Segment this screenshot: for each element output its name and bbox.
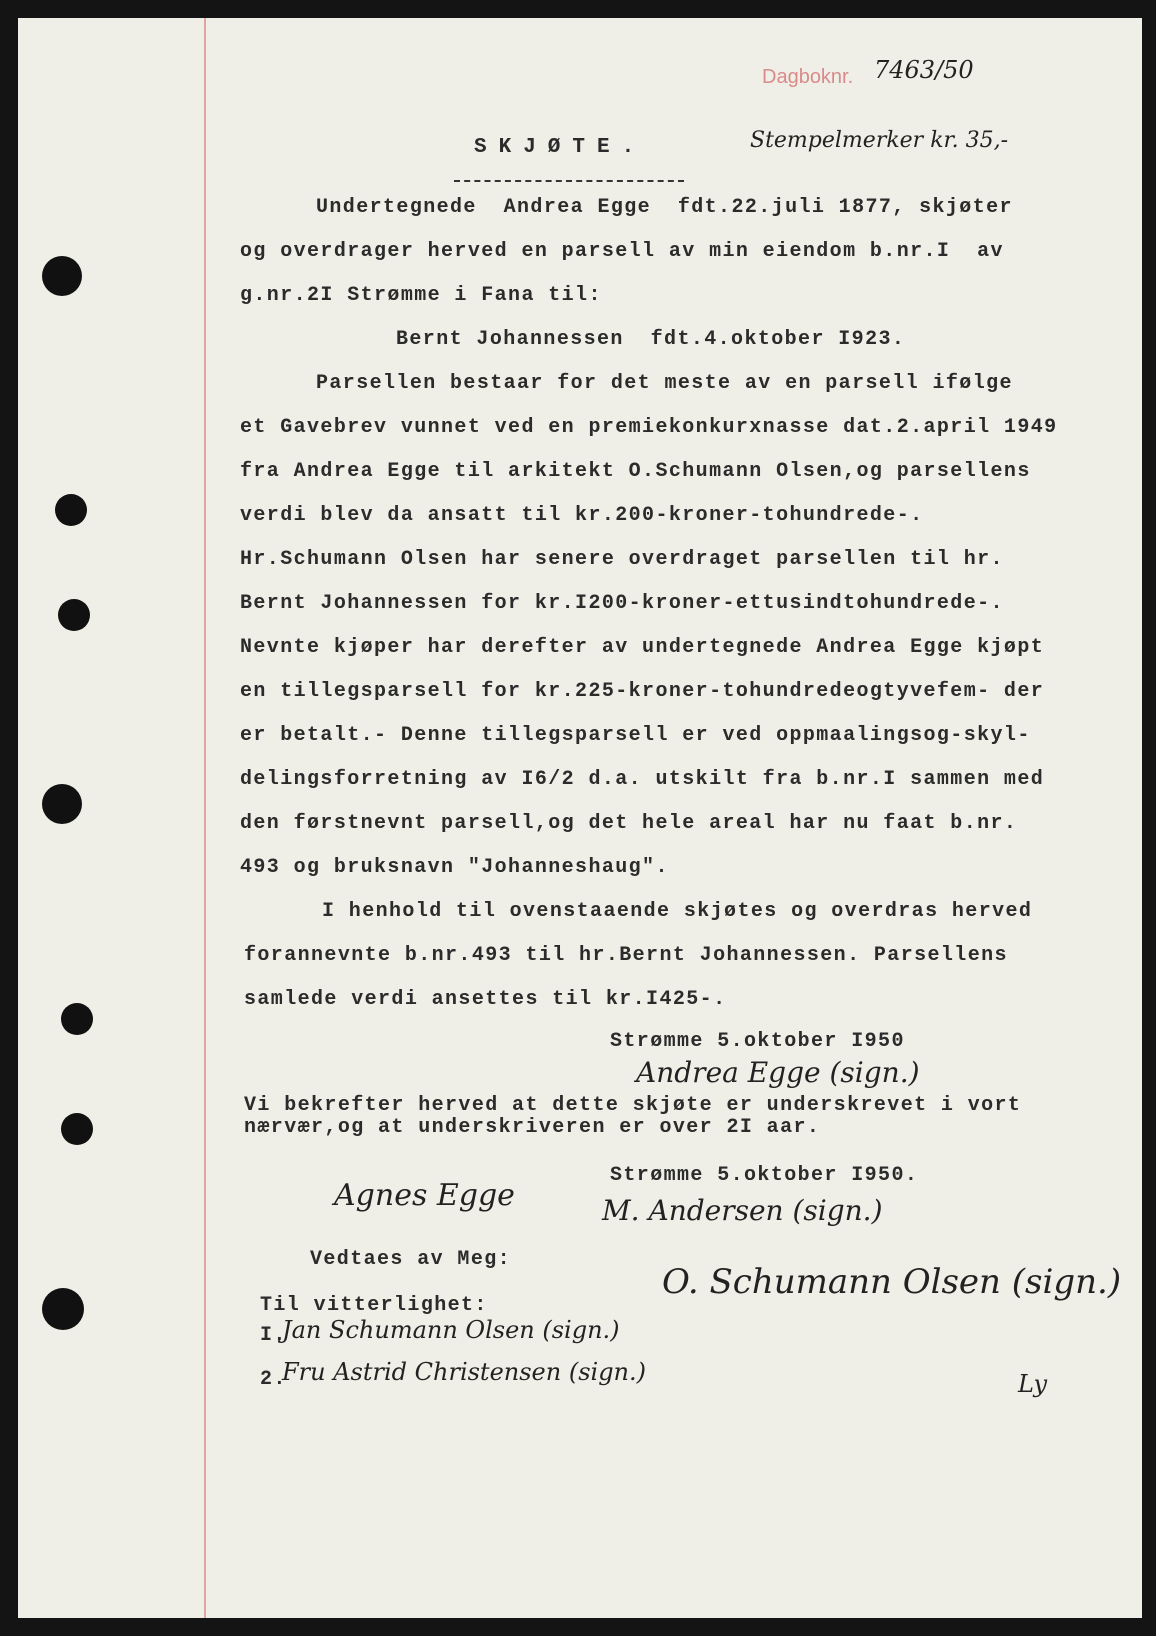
- punch-hole: [42, 784, 82, 824]
- document-title: SKJØTE.: [474, 136, 647, 159]
- text-line: Bernt Johannessen for kr.I200-kroner-ettusindtohundrede-.: [240, 592, 1004, 615]
- text-line: den førstnevnt parsell,og det hele areal har nu faat b.nr.: [240, 812, 1018, 835]
- signature-witness-2: Fru Astrid Christensen (sign.): [282, 1358, 647, 1386]
- text-line: verdi blev da ansatt til kr.200-kroner-tohundrede-.: [240, 504, 924, 527]
- text-line: er betalt.- Denne tillegsparsell er ved oppmaalingsog-skyl-: [240, 724, 1031, 747]
- text-line: I henhold til ovenstaaende skjøtes og overdras herved: [322, 900, 1033, 923]
- text-line: g.nr.2I Strømme i Fana til:: [240, 284, 602, 307]
- text-line: Parsellen bestaar for det meste av en parsell ifølge: [316, 372, 1013, 395]
- text-line: Nevnte kjøper har derefter av undertegnede Andrea Egge kjøpt: [240, 636, 1045, 659]
- signature-m-andersen: M. Andersen (sign.): [602, 1194, 883, 1227]
- buyer-line: Bernt Johannessen fdt.4.oktober I923.: [396, 328, 906, 351]
- text-line: og overdrager herved en parsell av min eiendom b.nr.I av: [240, 240, 1004, 263]
- dagbok-stamp-label: Dagboknr.: [762, 66, 854, 88]
- text-line: Hr.Schumann Olsen har senere overdraget parsellen til hr.: [240, 548, 1004, 571]
- text-line: Undertegnede Andrea Egge fdt.22.juli 1877, skjøter: [316, 196, 1013, 219]
- place-date-2: Strømme 5.oktober I950.: [610, 1164, 919, 1187]
- witness-statement-line: Vi bekrefter herved at dette skjøte er underskrevet i vort: [244, 1094, 1022, 1117]
- vitterlighet-label: Til vitterlighet:: [260, 1294, 488, 1317]
- signature-andrea-egge: Andrea Egge (sign.): [636, 1056, 920, 1089]
- witness-number: I.: [260, 1324, 287, 1347]
- witness-statement-line: nærvær,og at underskriveren er over 2I aar.: [244, 1116, 821, 1139]
- witness-number: 2.: [260, 1368, 287, 1391]
- signature-witness-1: Jan Schumann Olsen (sign.): [282, 1316, 620, 1344]
- punch-hole: [61, 1003, 93, 1035]
- dagbok-number: 7463/50: [874, 56, 974, 84]
- title-underline: [454, 180, 684, 182]
- text-line: en tillegsparsell for kr.225-kroner-tohundredeogtyvefem- der: [240, 680, 1045, 703]
- punch-hole: [58, 599, 90, 631]
- margin-line: [204, 18, 206, 1618]
- stamp-duty-note: Stempelmerker kr. 35,-: [750, 128, 1009, 153]
- punch-hole: [55, 494, 87, 526]
- text-line: 493 og bruksnavn "Johanneshaug".: [240, 856, 669, 879]
- place-date-1: Strømme 5.oktober I950: [610, 1030, 905, 1053]
- text-line: samlede verdi ansettes til kr.I425-.: [244, 988, 727, 1011]
- text-line: delingsforretning av I6/2 d.a. utskilt fra b.nr.I sammen med: [240, 768, 1045, 791]
- text-line: forannevnte b.nr.493 til hr.Bernt Johannessen. Parsellens: [244, 944, 1008, 967]
- signature-agnes-egge: Agnes Egge: [334, 1178, 515, 1213]
- punch-hole: [42, 256, 82, 296]
- corner-initials: Ly: [1018, 1370, 1048, 1398]
- document-page: [18, 18, 1142, 1618]
- signature-schumann-olsen: O. Schumann Olsen (sign.): [662, 1262, 1122, 1302]
- approved-label: Vedtaes av Meg:: [310, 1248, 512, 1271]
- punch-hole: [61, 1113, 93, 1145]
- text-line: fra Andrea Egge til arkitekt O.Schumann Olsen,og parsellens: [240, 460, 1031, 483]
- punch-hole: [42, 1288, 84, 1330]
- text-line: et Gavebrev vunnet ved en premiekonkurxnasse dat.2.april 1949: [240, 416, 1058, 439]
